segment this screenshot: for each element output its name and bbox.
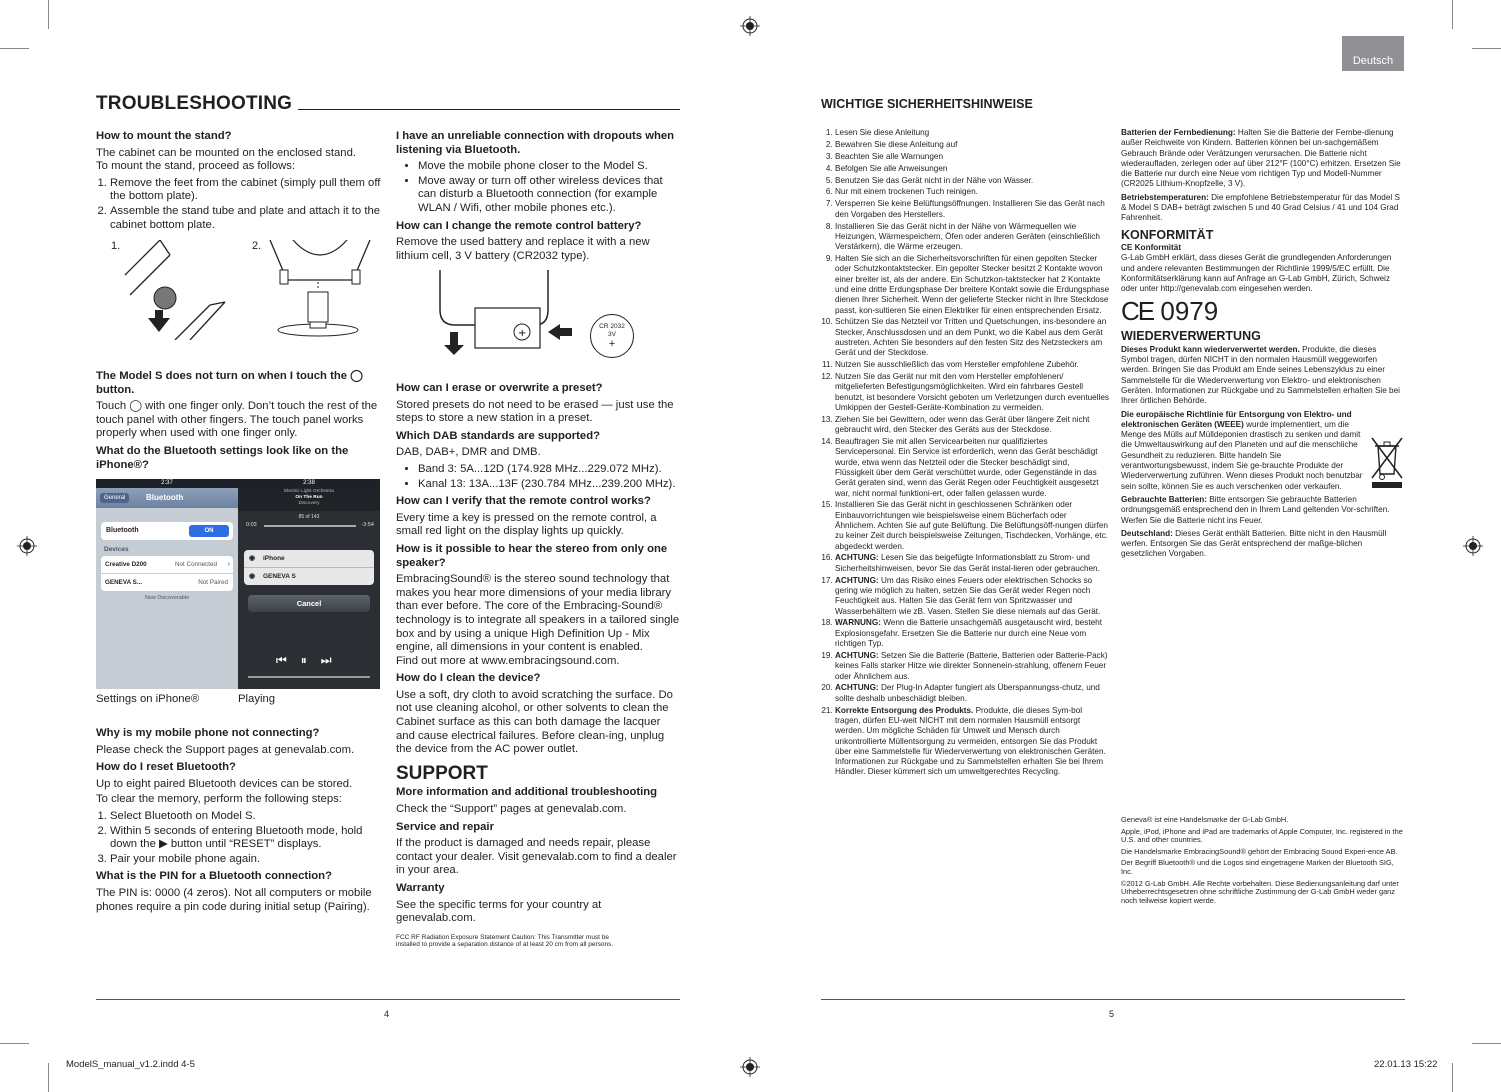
list-item: • Kanal 13: 13A...13F (230.784 MHz...239.200 MHz). xyxy=(418,478,681,492)
legal-notes xyxy=(1121,816,1405,908)
footer-rule xyxy=(821,999,1405,1000)
question-service: Service and repair xyxy=(396,820,494,833)
safety-item: 1. Lesen Sie diese Anleitung xyxy=(835,128,1109,138)
recycling-text-4: Deutschland: Dieses Gerät enthält Batterien. Bitte nicht in den Hausmüll werfen. Entsorgen Sie das Gerät entsprechend der maßge-blichen gesetzlichen Vorgaben. xyxy=(1121,528,1387,559)
dropout-bullets xyxy=(396,160,681,215)
safety-item: 18. WARNUNG: Wenn die Batterie unsachgemäß ausgetauscht wird, besteht Explosionsgefahr. Ersetzen Sie die Batterie nur durch eine Neue vom richtigen Typ. xyxy=(835,618,1109,649)
list-item: • Move away or turn off other wireless devices that can disturb a Bluetooth connection (for example WLAN / Wifi, other mobile phones etc.). xyxy=(418,175,681,216)
battery-notice: Batterien der Fernbedienung: Halten Sie die Batterie der Fernbe-dienung außer Reichweite von Kindern. Batterien können bei un-sachgemäßem Gebrauch Brände oder Verätzungen verursachen. Die Batterie nicht wiederaufladen, zerlegen oder auf über 212°F (100°C) erhitzen. Ersetzen Sie die Batterie nur durch eine Neue vom richtigen Typ und Modell-Nummer (CR2025 Lithium-Knopfzelle, 3 V). xyxy=(1121,128,1401,189)
answer-battery: Remove the used battery and replace it with a new lithium cell, 3 V battery (CR2032 type). xyxy=(396,236,650,262)
question-preset: How can I erase or overwrite a preset? xyxy=(396,382,603,394)
list-item[interactable]: Creative D200 Not Connected › xyxy=(101,556,233,574)
discoverable-label: Now Discoverable xyxy=(144,595,190,601)
safety-item: 4. Befolgen Sie alle Anweisungen xyxy=(835,164,1109,174)
volume-slider[interactable] xyxy=(248,676,370,678)
safety-item: 16. ACHTUNG: Lesen Sie das beigefügte Informationsblatt zu Strom- und Sicherheitshinweisen, bevor Sie das Gerät instal-lieren oder gebrauchen. xyxy=(835,553,1109,574)
safety-item: 21. Korrekte Entsorgung des Produkts. Produkte, die dieses Sym-bol tragen, dürfen EU-weit NICHT mit dem normalen Hausmüll entsorgt werden. Um mögliche Schäden für Umwelt und Mensch durch unkontrollierte Müllentsorgung zu vermeiden, entsorgen Sie das Produkt über eine Sammelstelle für Wiederverwertung von elektronischen Geräten. Informationen zur Rückgabe und zu Sammelstellen erhalten Sie bei Ihrem Händler. Dieser kümmert sich um umweltgerechtes Recycling. xyxy=(835,706,1109,778)
song-label: On The Run xyxy=(295,495,323,500)
question-dropouts: I have an unreliable connection with dropouts when listening via Bluetooth. xyxy=(396,130,675,156)
safety-item: 17. ACHTUNG: Um das Risiko eines Feuers oder elektrischen Schocks so gering wie möglich zu halten, setzen Sie das Gerät weder Regen noch Feuchtigkeit aus. Halten Sie das Gerät fern von Spritzwasser und Wasserbehältern wie zB. Vasen. Stellen Sie diese niemals auf das Gerät. xyxy=(835,576,1109,617)
answer-warranty: See the specific terms for your country at genevalab.com. xyxy=(396,898,602,925)
crop-mark xyxy=(1452,0,1453,29)
crop-mark xyxy=(48,1063,49,1092)
question-turn-on: The Model S does not turn on when I touch the ◯ button. xyxy=(96,370,363,396)
page-number: 5 xyxy=(1109,1009,1115,1019)
speaker-icon: ◉ xyxy=(249,555,256,562)
answer-connect: Please check the Support pages at genevalab.com. xyxy=(96,743,355,756)
safety-list xyxy=(821,128,1109,778)
answer-service: If the product is damaged and needs repair, please contact your dealer. Visit genevalab.com to find a dealer in your area. xyxy=(396,837,677,877)
speaker-icon: ◉ xyxy=(249,573,256,580)
answer-stereo-link: Find out more at www.embracingsound.com. xyxy=(396,654,620,667)
playback-controls[interactable]: ⏮⏸⏭ xyxy=(276,653,346,667)
conformity-title: KONFORMITÄT xyxy=(1121,227,1214,242)
question-stereo: How is it possible to hear the stereo from only one speaker? xyxy=(396,542,668,569)
crop-mark xyxy=(1452,1063,1453,1092)
answer-more-info: Check the “Support” pages at genevalab.com. xyxy=(396,803,627,816)
artist-label: Electric Light Orchestra xyxy=(284,489,334,494)
back-button[interactable]: General xyxy=(100,493,129,503)
safety-item: 19. ACHTUNG: Setzen Sie die Batterie (Batterie, Batterien oder Batterie-Pack) keines Falls starker Hitze wie direkter Sonnenein-strahlung, offenem Feuer oder Ähnlichem aus. xyxy=(835,651,1109,682)
status-time: 2:37 xyxy=(96,479,238,488)
stand-steps xyxy=(96,177,383,232)
fcc-statement: FCC RF Radiation Exposure Statement Caution: This Transmitter must be installed to provide a separation distance of at least 20 cm from all persons. xyxy=(396,933,614,949)
safety-item: 20. ACHTUNG: Der Plug-In Adapter fungiert als Überspannungss-chutz, und sollte deshalb unbeschädigt bleiben. xyxy=(835,683,1109,704)
left-column-1b xyxy=(96,366,383,475)
answer-reset-1: Up to eight paired Bluetooth devices can be stored. xyxy=(96,777,353,790)
screenshot-captions xyxy=(96,693,383,709)
crop-mark xyxy=(0,1043,29,1044)
safety-item: 15. Installieren Sie das Gerät nicht in geschlossenen Schränken oder Einbauvorrichtungen wie beispielsweise einem Bücherfach oder Ähnlichem. Achten Sie auf gute Belüftung. Die Belüftungsöff-nungen dürfen zu keiner Zeit durch beispielsweise Zeitungen, Tischdecken, Vorhänge, etc. abgedeckt werden. xyxy=(835,500,1109,551)
safety-item: 7. Versperren Sie keine Belüftungsöffnungen. Installieren Sie das Gerät nach den Vorgaben des Herstellers. xyxy=(835,199,1109,220)
legal-note: Die Handelsmarke EmbracingSound® gehört der Embracing Sound Experi-ence AB. xyxy=(1121,846,1398,856)
list-item: 2. Within 5 seconds of entering Bluetooth mode, hold down the ▶ button until “RESET” displays. xyxy=(110,825,383,852)
question-dab: Which DAB standards are supported? xyxy=(396,429,600,442)
nav-title: Bluetooth xyxy=(146,493,184,502)
recycling-title: WIEDERVERWERTUNG xyxy=(1121,329,1261,344)
status-time: 2:38 xyxy=(238,479,380,488)
nav-bar xyxy=(96,488,238,508)
question-battery: How can I change the remote control battery? xyxy=(396,219,642,232)
registration-mark-icon xyxy=(1463,536,1483,556)
legal-note: Geneva® ist eine Handelsmarke der G-Lab GmbH. xyxy=(1121,815,1289,824)
question-stand: How to mount the stand? xyxy=(96,130,232,142)
bluetooth-row xyxy=(101,522,233,540)
right-info-column xyxy=(1121,128,1405,563)
safety-item: 10. Schützen Sie das Netzteil vor Tritten und Quetschungen, ins-besondere an Stecker, Anschlussdosen und an dem Punkt, wo die Kabel aus dem Gerät austreten. Achten Sie besonders auf den festen Sitz des Netzsteckers am Gerät und der Steckdose. xyxy=(835,317,1109,358)
album-label: Discovery xyxy=(298,501,320,506)
question-reset: How do I reset Bluetooth? xyxy=(96,761,236,774)
bluetooth-label: Bluetooth xyxy=(106,527,139,534)
list-item[interactable]: ◉ iPhone xyxy=(244,550,374,568)
file-slug: ModelS_manual_v1.2.indd 4-5 xyxy=(66,1059,195,1070)
now-playing-header xyxy=(238,488,380,511)
question-pin: What is the PIN for a Bluetooth connection? xyxy=(96,870,332,883)
left-column-2 xyxy=(396,126,681,266)
registration-mark-icon xyxy=(17,536,37,556)
list-item: 1. Select Bluetooth on Model S. xyxy=(110,810,383,824)
list-item: 2. Assemble the stand tube and plate and attach it to the cabinet bottom plate. xyxy=(110,205,383,232)
weee-block xyxy=(1121,410,1405,492)
safety-item: 8. Installieren Sie das Gerät nicht in der Nähe von Wärmequellen wie Heizungen, Wärmespeichern, Öfen oder anderen Geräten (einschließlich Verstärkern), die Wärme erzeugen. xyxy=(835,222,1109,253)
answer-turn-on: Touch ◯ with one finger only. Don’t touch the rest of the touch panel with other fingers. The touch panel works properly when used with one finger only. xyxy=(96,400,378,440)
page-number: 4 xyxy=(384,1009,390,1019)
legal-note: ©2012 G-Lab GmbH. Alle Rechte vorbehalten. Diese Bedienungsanleitung darf unter Urheberrechtsgesetzen ohne schriftliche Zustimmung der G-Lab GmbH weder ganz noch teilweise kopiert werde. xyxy=(1121,878,1399,905)
ce-mark: CE 0979 xyxy=(1121,296,1219,327)
registration-mark-icon xyxy=(740,1057,760,1077)
legal-note: Der Begriff Bluetooth® und die Logos sind eingetragene Marken der Bluetooth SIG, Inc. xyxy=(1121,858,1394,876)
safety-item: 14. Beauftragen Sie mit allen Servicearbeiten nur qualifiziertes Servicepersonal. Ein Service ist erforderlich, wenn das Gerät beschädigt wurde, etwa wenn das Netzteil oder die Stecker beschädigt sind, Flüssigkeit über dem Gerät verschüttet wurde, oder Gegenstände in das Gerät geraten sind, wenn das Gerät Regen oder Feuchtigkeit ausgesetzt war, nicht normal funktioni-ert, oder fallen gelassen wurde. xyxy=(835,437,1109,499)
battery-label: CR 2032 xyxy=(599,323,625,330)
question-connect: Why is my mobile phone not connecting? xyxy=(96,727,320,739)
answer-clean: Use a soft, dry cloth to avoid scratching the surface. Do not use cleaning alcohol, or other solvents to clean the Cabinet surface as this can both damage the lacquer and cause electrical failures. Before clean-ing, unplug the device from the AC power outlet. xyxy=(396,688,673,756)
reset-steps xyxy=(96,810,383,866)
iphone-settings-screenshot xyxy=(96,479,238,689)
figure-label: 1. xyxy=(111,240,121,252)
language-tab: Deutsch xyxy=(1342,36,1404,71)
safety-item: 5. Benutzen Sie das Gerät nicht in der Nähe von Wasser. xyxy=(835,176,1109,186)
crop-mark xyxy=(1472,1043,1501,1044)
ce-text: G-Lab GmbH erklärt, dass dieses Gerät die grundlegenden Anforderungen und andere relevanten Bestimmungen der Richtlinie 1999/5/EC erfüllt. Die Konformitätserklärung kann auf Anfrage an G-Lab GmbH, Zürich, Schweiz oder unter http://genevalab.com eingesehen werden. xyxy=(1121,253,1392,294)
figure-label: 2. xyxy=(252,240,262,252)
question-clean: How do I clean the device? xyxy=(396,672,541,685)
cancel-button[interactable]: Cancel xyxy=(248,595,370,612)
safety-item: 11. Nutzen Sie ausschließlich das vom Hersteller empfohlene Zubehör. xyxy=(835,360,1109,370)
cr2032-battery-icon: CR 2032 3V + xyxy=(590,314,634,358)
stand-assembly-illustration xyxy=(265,240,375,340)
answer-preset: Stored presets do not need to be erased — just use the steps to store a new station in a preset. xyxy=(396,398,674,425)
safety-item: 3. Beachten Sie alle Warnungen xyxy=(835,152,1109,162)
list-item: 1. Remove the feet from the cabinet (simply pull them off the bottom plate). xyxy=(110,177,383,204)
safety-list-column xyxy=(821,128,1109,779)
list-item: • Move the mobile phone closer to the Model S. xyxy=(418,160,681,174)
crop-mark xyxy=(0,48,29,49)
battery-voltage: 3V xyxy=(608,331,616,338)
question-warranty: Warranty xyxy=(396,882,445,894)
list-item: 3. Pair your mobile phone again. xyxy=(110,853,383,867)
bluetooth-toggle[interactable]: ON xyxy=(189,525,229,537)
dab-bullets xyxy=(396,463,681,491)
temperature-notice: Betriebstemperaturen: Die empfohlene Betriebstemperatur für das Model S & Model S DAB+ beträgt zwischen 5 und 40 Grad Celsius / 41 und 104 Grad Fahrenheit. xyxy=(1121,192,1400,223)
list-item[interactable]: GENEVA S... Not Paired xyxy=(105,579,228,586)
answer-dab: DAB, DAB+, DMR and DMB. xyxy=(396,446,541,459)
registration-mark-icon xyxy=(740,16,760,36)
answer-stereo: EmbracingSound® is the stereo sound technology that makes you hear more dimensions of your media library than ever before. The core of the Embracing-Sound® technology is to integrate all speakers in a tailored single box and by using a unique High Definition Up - Mix engine, all dimensions in your content is enabled. xyxy=(396,573,680,654)
safety-title: WICHTIGE SICHERHEITSHINWEISE xyxy=(821,97,1033,111)
footer-rule xyxy=(96,999,680,1000)
recycling-text-1: Dieses Produkt kann wiederverwertet werden. Produkte, die dieses Symbol tragen, dürfen NICHT in den normalen Hausmüll weggeworfen werden. Bringen Sie das Produkt am Ende seines Lebenszyklus zu einer Sammelstelle für die Wiederverwertung von Elektro- und elektronischen Geräten. Informationen zur Rückgabe und zu Sammelstellen erhalten Sie bei Ihrer örtlichen Behörde. xyxy=(1121,344,1400,406)
audio-route-list xyxy=(244,550,374,585)
safety-item: 6. Nur mit einem trockenen Tuch reinigen. xyxy=(835,187,1109,197)
iphone-playing-screenshot xyxy=(238,479,380,689)
answer-remote: Every time a key is pressed on the remote control, a small red light on the display lights up quickly. xyxy=(396,511,657,538)
weee-bin-icon xyxy=(1369,436,1405,490)
chevron-right-icon: › xyxy=(227,559,230,568)
caption-settings: Settings on iPhone® xyxy=(96,693,200,705)
safety-item: 13. Ziehen Sie bei Gewittern, oder wenn das Gerät über längere Zeit nicht gebraucht wird, den Stecker des Geräts aus der Steckdose. xyxy=(835,415,1109,436)
svg-text:+: + xyxy=(518,328,527,339)
ce-heading: CE Konformität xyxy=(1121,242,1182,252)
answer-reset-2: To clear the memory, perform the following steps: xyxy=(96,793,342,806)
left-column-1c xyxy=(96,693,383,917)
device-list xyxy=(101,556,233,591)
date-slug: 22.01.13 15:22 xyxy=(1374,1059,1438,1070)
safety-item: 2. Bewahren Sie diese Anleitung auf xyxy=(835,140,1109,150)
safety-item: 12. Nutzen Sie das Gerät nur mit den vom Hersteller empfohlenen/ mitgelieferten Befestigungsmöglichkeiten. Wird ein fahrbares Gestell benutzt, ist besondere Vorsicht geboten um Verletzungen durch eventuelles Umkippen der Gestell-Geräte-Kombination zu vermeiden. xyxy=(835,372,1109,413)
recycling-text-3: Gebrauchte Batterien: Bitte entsorgen Sie gebrauchte Batterien ordnungsgemäß entsprechend den in Ihrem Land geltenden Vor-schriften. Werfen Sie die Batterie nicht ins Feuer. xyxy=(1121,494,1390,525)
page-title: TROUBLESHOOTING xyxy=(96,93,293,114)
list-item: • Band 3: 5A...12D (174.928 MHz...229.072 MHz). xyxy=(418,463,681,477)
answer-stand-1: The cabinet can be mounted on the enclosed stand. xyxy=(96,146,357,159)
safety-item: 9. Halten Sie sich an die Sicherheitsvorschriften für einen gepolten Stecker oder Schutzkontaktstecker. Ein gepolter Stecker besitzt 2 Kontakte wovon einer breiter ist, als der andere. Ein Schutzkon-taktstecker hat 2 Kontakte und eine dritte Erdungsphase Der breitere Kontakt sowie die Erdungsphase dienen Ihrer Sicherheit. Wenn der gelieferte Stecker nicht in Ihre Steckdose passt, kon-sultieren Sie einen Elektriker für einen entsprechenden Ersatz. xyxy=(835,254,1109,316)
devices-label: Devices xyxy=(104,546,129,553)
crop-mark xyxy=(48,0,49,29)
title-rule xyxy=(298,109,680,110)
scrubber[interactable]: 0:03 -3:54 xyxy=(246,522,374,528)
left-column-1 xyxy=(96,126,383,236)
left-column-2b xyxy=(396,378,681,952)
question-more-info: More information and additional troubleshooting xyxy=(396,786,658,799)
recycling-text-2: Die europäische Richtlinie für Entsorgung von Elektro- und elektronischen Geräten (WEEE) wurde implementiert, um die Menge des Mülls auf Mülldeponien drastisch zu senken und damit die Umweltauswirkung auf den Planeten und auf die menschliche Gesundheit zu reduzieren. Bitte handeln Sie verantwortungsbewusst, indem Sie ge-brauchte Produkte der Wiederverwertung zuführen. Wenn dieses Produkt noch benutzbar sein sollte, können Sie es auch verschenken oder verkaufen. xyxy=(1121,409,1363,491)
crop-mark xyxy=(1472,48,1501,49)
caption-playing: Playing xyxy=(238,693,276,705)
legal-note: Apple, iPod, iPhone and iPad are trademarks of Apple Computer, Inc. registered in the U.S. and other countries. xyxy=(1121,826,1403,845)
answer-stand-2: To mount the stand, proceed as follows: xyxy=(96,160,296,173)
question-bt-settings: What do the Bluetooth settings look like on the iPhone®? xyxy=(96,444,349,471)
track-counter: 85 of 143 xyxy=(298,514,320,520)
list-item[interactable]: ◉ GENEVA S xyxy=(249,573,296,580)
answer-pin: The PIN is: 0000 (4 zeros). Not all computers or mobile phones require a pin code during initial setup (Pairing). xyxy=(96,886,372,913)
question-remote: How can I verify that the remote control works? xyxy=(396,495,651,508)
stand-feet-illustration xyxy=(120,240,230,340)
support-title: SUPPORT xyxy=(396,762,488,784)
